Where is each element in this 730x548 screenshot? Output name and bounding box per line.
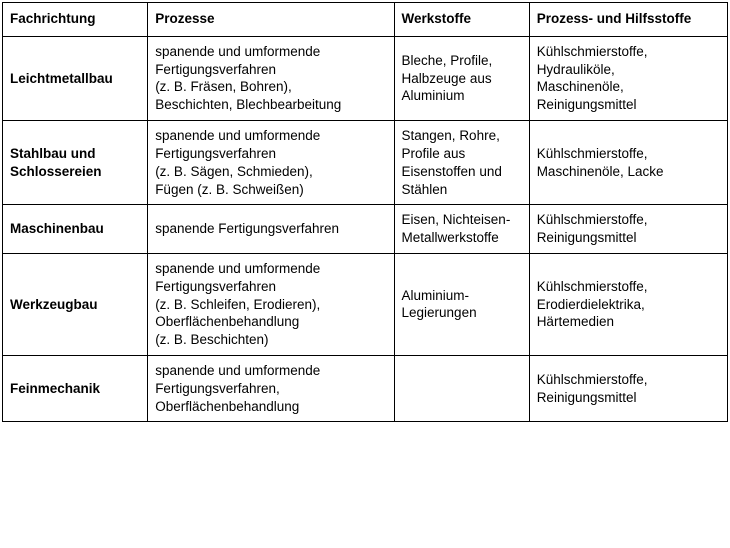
table-row <box>3 205 728 254</box>
table-row <box>3 121 728 205</box>
cell-prozesse: spanende und umformende Fertigungsverfahren, Oberflächenbehandlung <box>148 356 394 422</box>
cell-prozesse: spanende und umformende Fertigungsverfahren (z. B. Fräsen, Bohren), Beschichten, Blechbearbeitung <box>148 36 394 120</box>
cell-fachrichtung: Stahlbau und Schlossereien <box>3 121 148 205</box>
cell-hilfsstoffe: Kühlschmierstoffe, Reinigungsmittel <box>529 356 727 422</box>
cell-werkstoffe: Aluminium- Legierungen <box>394 253 529 355</box>
cell-fachrichtung: Maschinenbau <box>3 205 148 254</box>
cell-werkstoffe: Stangen, Rohre, Profile aus Eisenstoffen und Stählen <box>394 121 529 205</box>
cell-prozesse: spanende Fertigungsverfahren <box>148 205 394 254</box>
cell-prozesse: spanende und umformende Fertigungsverfahren (z. B. Schleifen, Erodieren), Oberflächenbehandlung (z. B. Beschichten) <box>148 253 394 355</box>
cell-fachrichtung: Werkzeugbau <box>3 253 148 355</box>
table-header <box>3 3 728 37</box>
cell-werkstoffe <box>394 356 529 422</box>
cell-hilfsstoffe: Kühlschmierstoffe, Erodierdielektrika, Härtemedien <box>529 253 727 355</box>
cell-hilfsstoffe: Kühlschmierstoffe, Maschinenöle, Lacke <box>529 121 727 205</box>
column-header-werkstoffe: Werkstoffe <box>394 3 529 37</box>
column-header-prozess-und-hilfsstoffe: Prozess- und Hilfsstoffe <box>529 3 727 37</box>
cell-hilfsstoffe: Kühlschmierstoffe, Reinigungsmittel <box>529 205 727 254</box>
column-header-fachrichtung: Fachrichtung <box>3 3 148 37</box>
cell-prozesse: spanende und umformende Fertigungsverfahren (z. B. Sägen, Schmieden), Fügen (z. B. Schweißen) <box>148 121 394 205</box>
cell-werkstoffe: Eisen, Nichteisen- Metallwerkstoffe <box>394 205 529 254</box>
table-row <box>3 36 728 120</box>
cell-fachrichtung: Leichtmetallbau <box>3 36 148 120</box>
cell-fachrichtung: Feinmechanik <box>3 356 148 422</box>
cell-hilfsstoffe: Kühlschmierstoffe, Hydrauliköle, Maschinenöle, Reinigungsmittel <box>529 36 727 120</box>
column-header-prozesse: Prozesse <box>148 3 394 37</box>
table-row <box>3 253 728 355</box>
table-row <box>3 356 728 422</box>
table-header-row <box>3 3 728 37</box>
cell-werkstoffe: Bleche, Profile, Halbzeuge aus Aluminium <box>394 36 529 120</box>
table-body <box>3 36 728 422</box>
fachrichtungen-table <box>2 2 728 422</box>
